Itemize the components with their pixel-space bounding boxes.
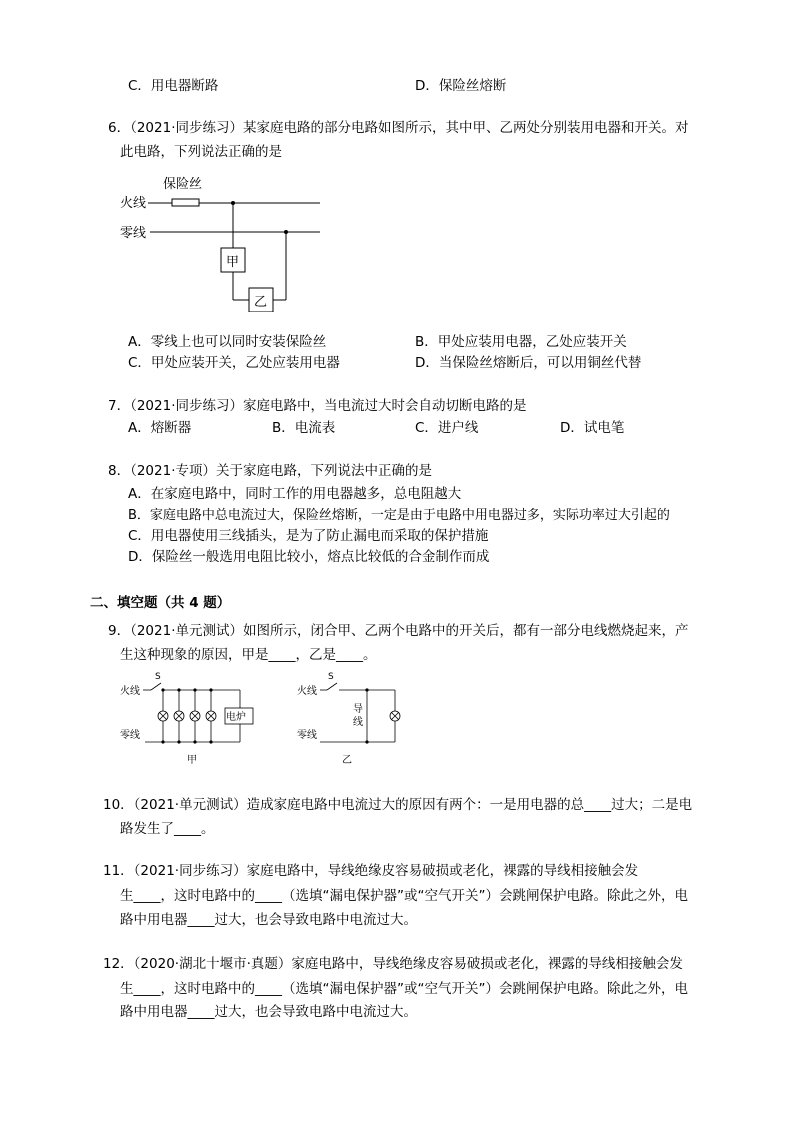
jia-label: 甲 bbox=[226, 255, 240, 270]
section-title: 二、填空题（共 4 题） bbox=[90, 595, 231, 611]
q6-stem-line1: 6．（2021·同步练习）某家庭电路的部分电路如图所示，其中甲、乙两处分别装用电器和开关。对 bbox=[108, 120, 689, 136]
q6-circuit-diagram bbox=[115, 172, 330, 312]
q6-option-b: B．甲处应装用电器，乙处应装开关 bbox=[415, 334, 627, 350]
q11-stem-line2: 生____，这时电路中的____（选填“漏电保护器”或“空气开关”）会跳闸保护电路。除此之外，电 bbox=[120, 888, 688, 904]
q9-yi-caption: 乙 bbox=[342, 755, 352, 766]
q6-option-c: C．甲处应装开关，乙处应装用电器 bbox=[128, 355, 340, 371]
q9-stem-line2: 生这种现象的原因，甲是____，乙是____。 bbox=[120, 647, 377, 663]
live-wire-label: 火线 bbox=[120, 196, 147, 211]
q7-stem: 7．（2021·同步练习）家庭电路中，当电流过大时会自动切断电路的是 bbox=[108, 398, 527, 414]
q8-option-a: A．在家庭电路中，同时工作的用电器越多，总电阻越大 bbox=[128, 486, 462, 502]
q9-jia-caption: 甲 bbox=[187, 755, 197, 766]
q12-stem-line2: 生____，这时电路中的____（选填“漏电保护器”或“空气开关”）会跳闸保护电路。除此之外，电 bbox=[120, 981, 688, 997]
yi-live-label: 火线 bbox=[297, 686, 317, 697]
q7-option-a: A．熔断器 bbox=[128, 420, 192, 436]
q6-stem-line2: 此电路，下列说法正确的是 bbox=[120, 144, 282, 160]
stove-label: 电炉 bbox=[226, 712, 246, 723]
q9-stem-line1: 9．（2021·单元测试）如图所示，闭合甲、乙两个电路中的开关后，都有一部分电线燃烧起来，产 bbox=[108, 623, 689, 639]
yi-switch bbox=[327, 683, 337, 690]
q7-option-b: B．电流表 bbox=[272, 420, 336, 436]
q6-option-d: D．当保险丝熔断后，可以用铜丝代替 bbox=[415, 355, 642, 371]
q8-option-d: D．保险丝一般选用电阻比较小，熔点比较低的合金制作而成 bbox=[128, 549, 490, 565]
q9-circuit-diagrams bbox=[115, 668, 415, 768]
yi-neutral-label: 零线 bbox=[297, 730, 317, 741]
q12-stem-line1: 12．（2020·湖北十堰市·真题）家庭电路中，导线绝缘皮容易破损或老化，裸露的导线相接触会发 bbox=[103, 956, 683, 972]
q6-option-a: A．零线上也可以同时安装保险丝 bbox=[128, 334, 327, 350]
jia-switch-label: S bbox=[155, 672, 161, 682]
q8-option-c: C．用电器使用三线插头，是为了防止漏电而采取的保护措施 bbox=[128, 528, 489, 544]
q10-stem-line1: 10．（2021·单元测试）造成家庭电路中电流过大的原因有两个：一是用电器的总____过大；二是电 bbox=[103, 797, 693, 813]
q5-option-c: C．用电器断路 bbox=[128, 78, 219, 94]
q8-option-b: B．家庭电路中总电流过大，保险丝熔断，一定是由于电路中用电器过多，实际功率过大引起的 bbox=[128, 508, 670, 523]
fuse-symbol bbox=[172, 199, 199, 206]
q5-option-d: D．保险丝熔断 bbox=[415, 78, 507, 94]
wire-label-1: 导 bbox=[353, 704, 363, 715]
q8-stem: 8．（2021·专项）关于家庭电路，下列说法中正确的是 bbox=[108, 463, 432, 479]
yi-switch-label: S bbox=[328, 672, 334, 682]
q10-stem-line2: 路发生了____。 bbox=[120, 821, 215, 837]
q12-stem-line3: 路中用电器____过大，也会导致电路中电流过大。 bbox=[120, 1004, 417, 1020]
neutral-wire-label: 零线 bbox=[120, 226, 147, 241]
fuse-label: 保险丝 bbox=[163, 177, 203, 192]
yi-label: 乙 bbox=[254, 295, 268, 310]
q11-stem-line3: 路中用电器____过大，也会导致电路中电流过大。 bbox=[120, 912, 417, 928]
jia-live-label: 火线 bbox=[120, 686, 140, 697]
jia-switch bbox=[151, 683, 161, 690]
q11-stem-line1: 11．（2021·同步练习）家庭电路中，导线绝缘皮容易破损或老化，裸露的导线相接触会发 bbox=[103, 863, 639, 879]
q7-option-d: D．试电笔 bbox=[560, 420, 625, 436]
wire-label-2: 线 bbox=[353, 717, 363, 728]
q7-option-c: C．进户线 bbox=[415, 420, 479, 436]
jia-neutral-label: 零线 bbox=[120, 730, 140, 741]
